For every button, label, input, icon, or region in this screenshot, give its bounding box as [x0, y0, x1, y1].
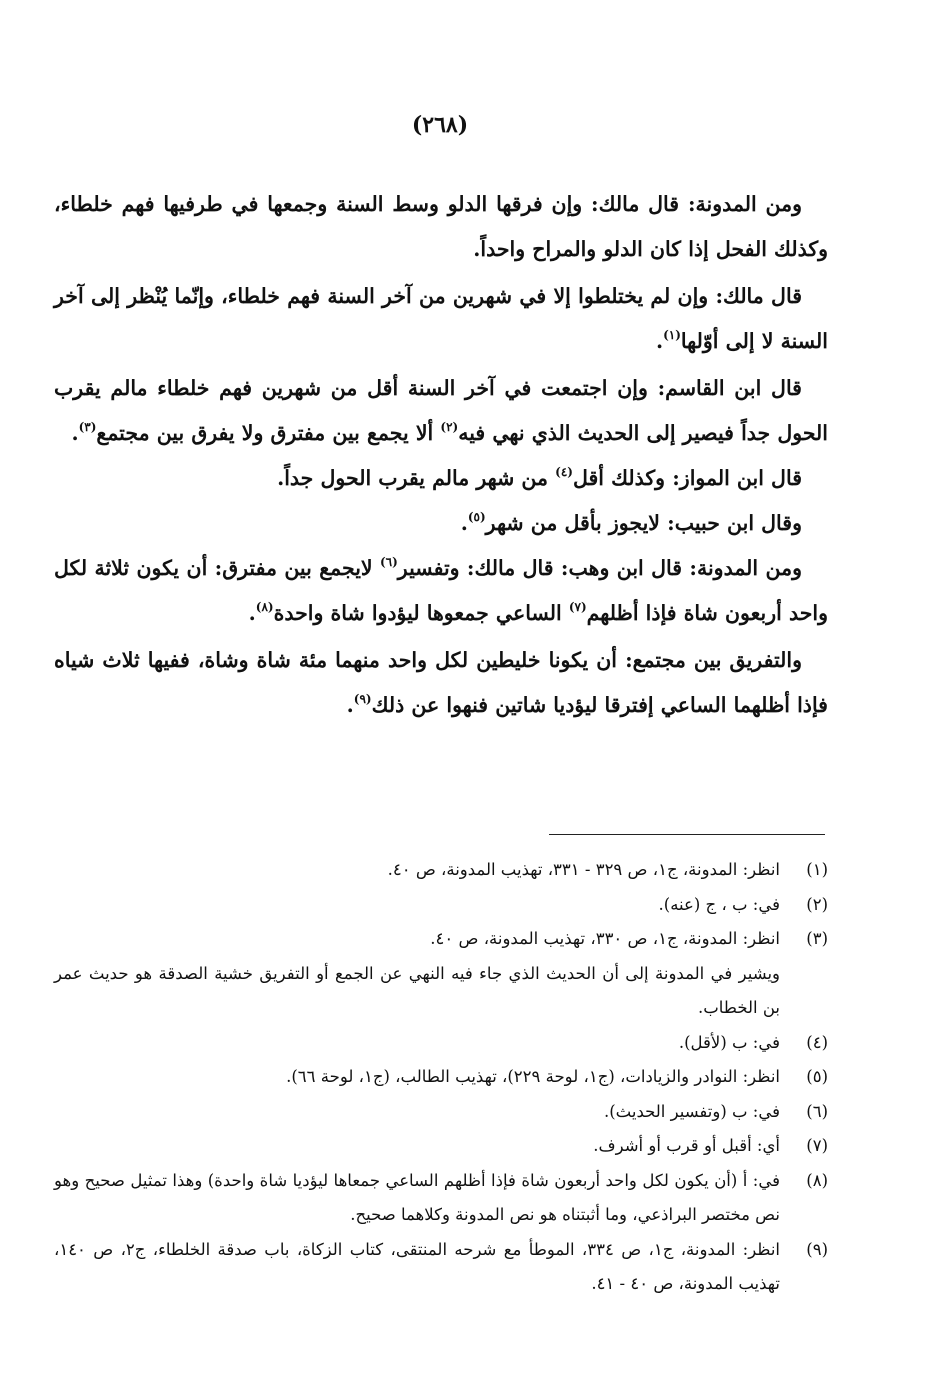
paragraph-2	[54, 274, 828, 364]
footnote-3	[54, 922, 828, 957]
footnote-ref[interactable]: (٢)	[440, 420, 459, 434]
footnote-1	[54, 853, 828, 888]
footnote-number: (٦)	[806, 1101, 828, 1121]
paragraph-text: ومن المدونة: قال ابن وهب: قال مالك: وتفسير	[397, 556, 802, 580]
footnote-8	[54, 1164, 828, 1233]
footnotes	[54, 853, 828, 1302]
footnote-2	[54, 888, 828, 923]
footnote-ref[interactable]: (٨)	[255, 600, 274, 614]
footnote-text: انظر: النوادر والزيادات، (ج١، لوحة ٢٢٩)، تهذيب الطالب، (ج١، لوحة ٦٦).	[286, 1067, 780, 1086]
footnote-ref[interactable]: (٦)	[379, 555, 398, 569]
footnote-ref[interactable]: (١)	[663, 328, 681, 342]
paragraph-text: قال ابن القاسم: وإن اجتمعت في آخر السنة أقل من شهرين فهم خلطاء مالم يقرب الحول جداً فيصير إلى الحديث الذي نهي فيه	[54, 376, 828, 445]
footnote-3-continuation: ويشير في المدونة إلى أن الحديث الذي جاء فيه النهي عن الجمع أو التفريق خشية الصدقة هو حديث عمر بن الخطاب.	[54, 963, 780, 1017]
paragraph-5	[54, 501, 828, 546]
paragraph-tail: .	[248, 601, 256, 625]
footnote-number: (٤)	[806, 1032, 828, 1052]
paragraph-text: ومن المدونة: قال مالك: وإن فرقها الدلو وسط السنة وجمعها في طرفيها فهم خلطاء، وكذلك الفحل إذا كان الدلو والمراح واحداً.	[54, 192, 828, 261]
footnote-9	[54, 1233, 828, 1302]
footnote-5	[54, 1060, 828, 1095]
footnote-text: انظر: المدونة، ج١، ص ٣٣٠، تهذيب المدونة، ص ٤٠.	[430, 929, 780, 948]
footnote-number: (٩)	[806, 1239, 828, 1259]
main-text	[54, 182, 828, 728]
paragraph-tail: .	[655, 329, 664, 353]
footnote-ref[interactable]: (٤)	[555, 465, 573, 479]
footnote-text: انظر: المدونة، ج١، ص ٣٣٤، الموطأ مع شرحه المنتقى، كتاب الزكاة، باب صدقة الخلطاء، ج٢، ص ١٤٠، تهذيب المدونة، ص ٤٠ - ٤١.	[54, 1239, 781, 1293]
paragraph-tail: .	[346, 693, 354, 717]
paragraph-6	[54, 546, 828, 636]
footnote-6	[54, 1095, 828, 1130]
footnote-separator	[549, 834, 825, 835]
footnote-text: في: أ (أن يكون لكل واحد أربعون شاة فإذا أظلهم الساعي جمعاها ليؤديا شاة واحدة) وهذا تمثيل صحيح وهو نص مختصر البراذعي، وما أثبتناه هو نص المدونة وكلاهما صحيح.	[54, 1170, 780, 1224]
footnote-7	[54, 1129, 828, 1164]
footnote-ref[interactable]: (٧)	[568, 600, 587, 614]
footnote-number: (١)	[806, 860, 828, 879]
paragraph-text: الساعي جمعوها ليؤدوا شاة واحدة	[273, 601, 569, 625]
footnote-number: (٧)	[806, 1136, 828, 1155]
footnote-text: في: ب (لأقل).	[678, 1032, 780, 1052]
paragraph-tail: .	[460, 511, 468, 535]
paragraph-text: من شهر مالم يقرب الحول جداً.	[277, 466, 556, 490]
paragraph-text: قال ابن المواز: وكذلك أقل	[572, 466, 802, 490]
footnote-number: (٥)	[806, 1067, 828, 1086]
paragraph-text: وقال ابن حبيب: لايجوز بأقل من شهر	[485, 511, 802, 535]
footnote-ref[interactable]: (٣)	[78, 420, 97, 434]
footnote-ref[interactable]: (٩)	[353, 692, 372, 706]
paragraph-text: ألا يجمع بين مفترق ولا يفرق بين مجتمع	[96, 421, 441, 445]
footnote-text: انظر: المدونة، ج١، ص ٣٢٩ - ٣٣١، تهذيب المدونة، ص ٤٠.	[387, 860, 780, 879]
footnote-text: في: ب ، ج (عنه).	[658, 894, 780, 914]
footnote-number: (٢)	[806, 894, 828, 914]
paragraph-1	[54, 182, 828, 272]
paragraph-3	[54, 366, 828, 456]
paragraph-7	[54, 638, 828, 728]
footnote-ref[interactable]: (٥)	[467, 510, 486, 524]
paragraph-4	[54, 456, 828, 501]
paragraph-text: قال مالك: وإن لم يختلطوا إلا في شهرين من آخر السنة فهم خلطاء، وإنّما يُنْظر إلى آخر السنة لا إلى أوّلها	[54, 284, 828, 353]
footnote-text: في: ب (وتفسير الحديث).	[603, 1101, 780, 1121]
footnote-4	[54, 1026, 828, 1061]
paragraph-text: لايجمع بين مفترق: أن يكون ثلاثة لكل واحد أربعون شاة فإذا أظلهم	[54, 556, 828, 625]
paragraph-tail: .	[71, 421, 79, 445]
footnote-text: أي: أقبل أو قرب أو أشرف.	[593, 1136, 780, 1155]
footnote-number: (٣)	[806, 929, 828, 948]
page-number: (٢٦٨)	[411, 112, 469, 138]
paragraph-text: والتفريق بين مجتمع: أن يكونا خليطين لكل واحد منهما مئة شاة وشاة، ففيها ثلاث شياه فإذا أظلهما الساعي إفترقا ليؤديا شاتين فنهوا عن ذلك	[54, 648, 828, 717]
footnote-number: (٨)	[806, 1170, 828, 1190]
